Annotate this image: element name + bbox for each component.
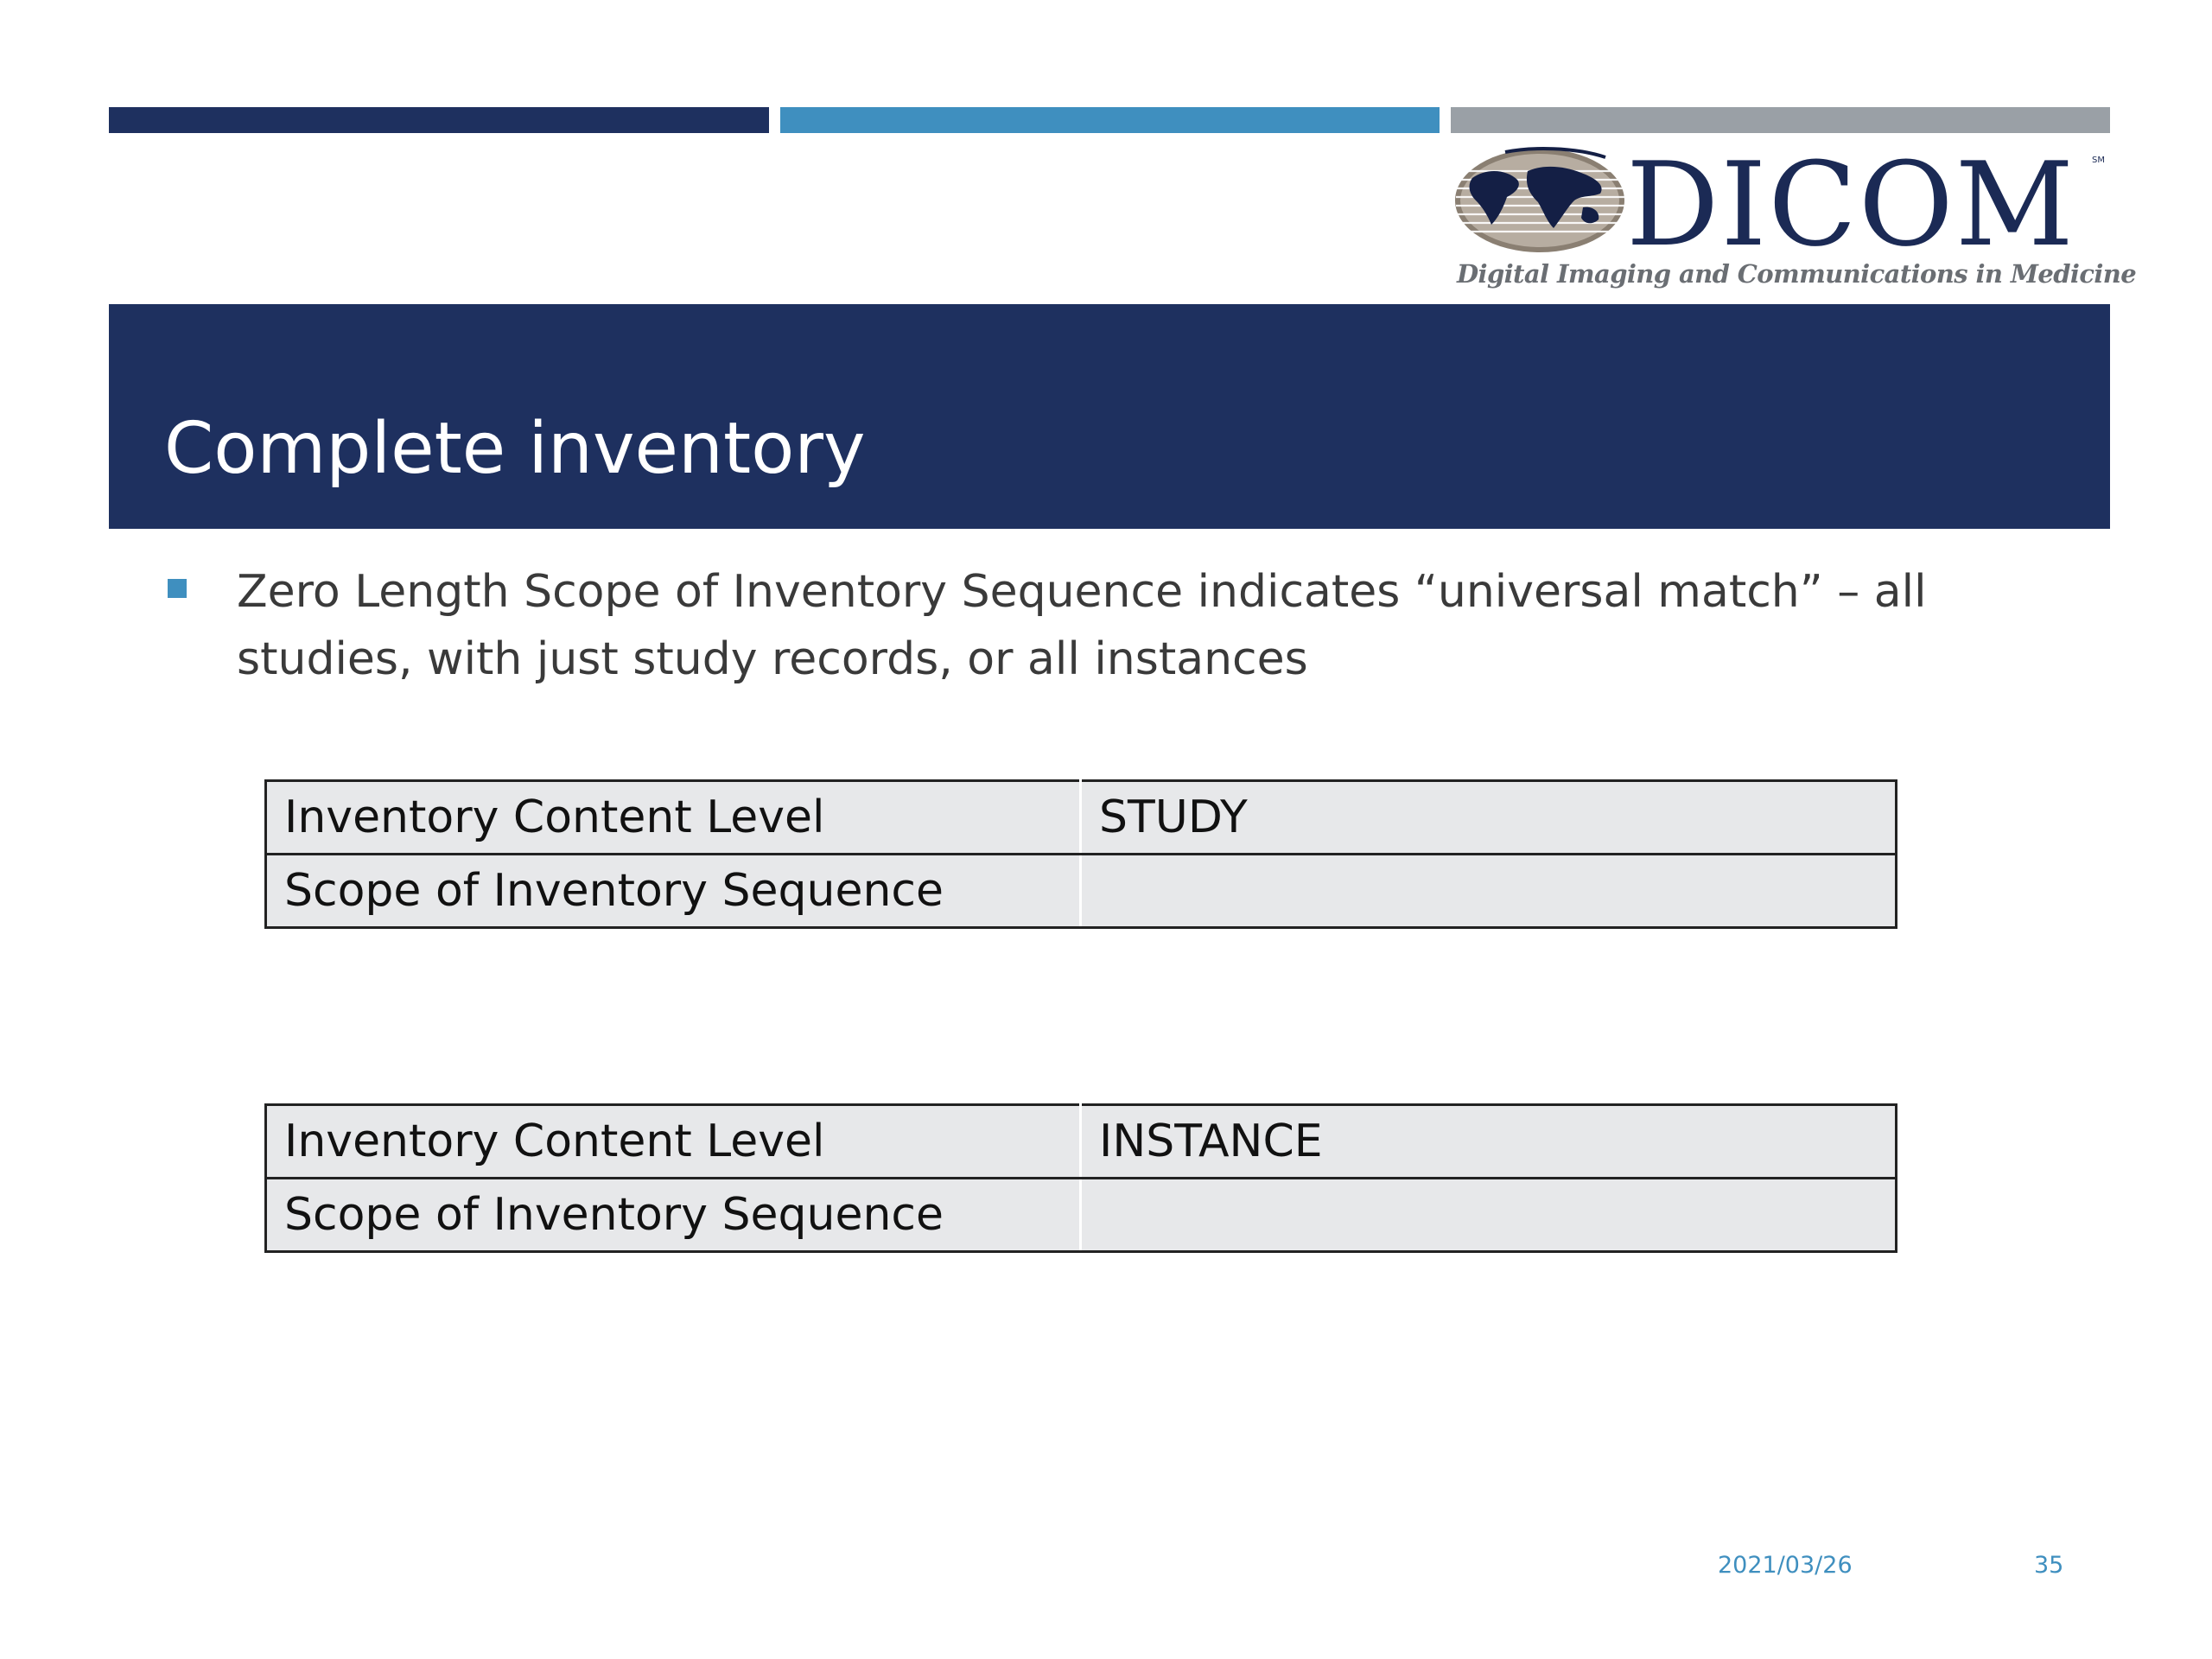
table-row xyxy=(266,855,1897,928)
title-band xyxy=(109,304,2110,529)
globe-icon xyxy=(1453,145,1635,257)
table-cell-label: Inventory Content Level xyxy=(266,781,1081,855)
service-mark: SM xyxy=(2092,156,2105,165)
table-cell-value xyxy=(1081,855,1897,928)
table-cell-value xyxy=(1081,1179,1897,1252)
table-row xyxy=(266,1179,1897,1252)
table-row xyxy=(266,1105,1897,1179)
bullet-text: Zero Length Scope of Inventory Sequence indicates “universal match” – all studies, with just study records, or all instances xyxy=(237,566,1927,685)
slide-title: Complete inventory xyxy=(164,408,866,490)
bullet-marker-icon xyxy=(168,579,187,598)
accent-bar-gray xyxy=(1451,107,2110,133)
inventory-table-instance xyxy=(264,1103,1897,1253)
table-cell-label: Scope of Inventory Sequence xyxy=(266,855,1081,928)
table-cell-value: INSTANCE xyxy=(1081,1105,1897,1179)
table-row xyxy=(266,781,1897,855)
dicom-logo xyxy=(1453,137,2137,301)
inventory-table-study xyxy=(264,779,1897,929)
page-number: 35 xyxy=(2034,1552,2064,1579)
accent-bar-navy xyxy=(109,107,769,133)
logo-wordmark: DICOM xyxy=(1626,137,2075,272)
footer-date: 2021/03/26 xyxy=(1718,1552,1853,1579)
table-cell-value: STUDY xyxy=(1081,781,1897,855)
logo-tagline: Digital Imaging and Communications in Medicine xyxy=(1457,259,2137,289)
table-cell-label: Inventory Content Level xyxy=(266,1105,1081,1179)
accent-bar-blue xyxy=(780,107,1440,133)
table-cell-label: Scope of Inventory Sequence xyxy=(266,1179,1081,1252)
